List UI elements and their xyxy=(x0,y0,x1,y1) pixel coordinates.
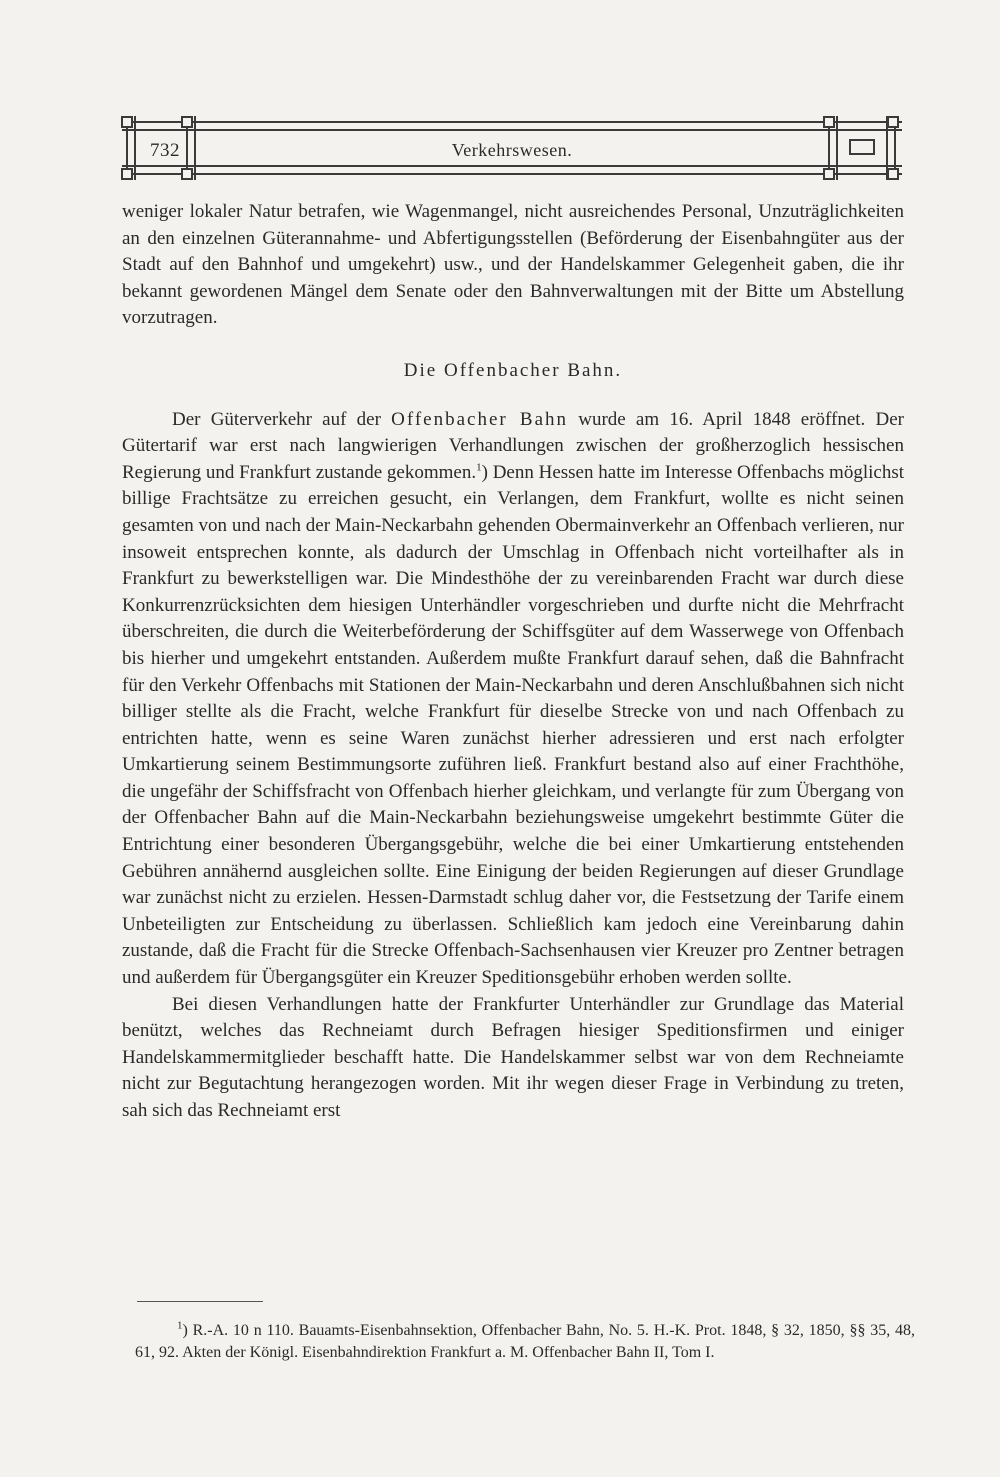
paragraph-1-mid: wurde am 16. April 1848 eröffnet. Der Gütertarif war erst nach langwierigen Verhandlungen zwischen der großherzoglich hessischen Regierung und Frankfurt zustande gekommen. xyxy=(122,408,904,483)
header-corner-ornament xyxy=(181,168,193,180)
header-divider xyxy=(194,116,196,180)
header-box-ornament xyxy=(849,139,875,155)
footnote xyxy=(135,1320,915,1364)
page-number: 732 xyxy=(150,140,180,161)
running-head: Verkehrswesen. xyxy=(451,140,573,160)
paragraph-2: Bei diesen Verhandlungen hatte der Frankfurter Unterhändler zur Grundlage das Material benützt, welches das Rechneiamt durch Befragen hiesiger Speditionsfirmen und einiger Handelskammermitglieder beschafft hatte. Die Handelskammer selbst war von dem Rechneiamte nicht zur Begutachtung herangezogen worden. Mit ihr wegen dieser Frage in Verbindung zu treten, sah sich das Rechneiamt erst xyxy=(122,993,904,1121)
header-corner-ornament xyxy=(181,116,193,128)
page-header xyxy=(122,116,902,180)
header-corner-ornament xyxy=(823,116,835,128)
header-rule xyxy=(122,165,902,167)
intro-paragraph: weniger lokaler Natur betrafen, wie Wagenmangel, nicht ausreichendes Personal, Unzuträglichkeiten an den einzelnen Güterannahme- und Abfertigungsstellen (Beförderung der Eisenbahngüter aus der Stadt auf den Bahnhof und umgekehrt) usw., und der Handelskammer Gelegenheit gaben, die ihr bekannt gewordenen Mängel dem Senate oder den Bahnverwaltungen mit der Bitte um Abstellung vorzutragen. xyxy=(122,201,904,329)
header-corner-ornament xyxy=(887,168,899,180)
footnote-text: ) R.-A. 10 n 110. Bauamts-Eisenbahnsektion, Offenbacher Bahn, No. 5. H.-K. Prot. 1848, § 32, 1850, §§ 35, 48, 61, 92. Akten der Königl. Eisenbahndirektion Frankfurt a. M. Offenbacher Bahn II, Tom I. xyxy=(135,1322,915,1361)
spaced-term: Offenbacher Bahn xyxy=(391,408,569,430)
footnote-reference: 1 xyxy=(476,461,482,474)
header-corner-ornament xyxy=(887,116,899,128)
paragraph-1-start: Der Güterverkehr auf der xyxy=(172,408,392,430)
header-rule xyxy=(122,129,902,131)
header-corner-ornament xyxy=(823,168,835,180)
header-corner-ornament xyxy=(121,116,133,128)
paragraph-1 xyxy=(122,407,904,992)
header-rule xyxy=(122,173,902,175)
footnote-separator xyxy=(137,1301,263,1302)
main-text xyxy=(122,199,904,1125)
section-title: Die Offenbacher Bahn. xyxy=(403,359,623,381)
header-corner-ornament xyxy=(121,168,133,180)
paragraph-1-end: ) Denn Hessen hatte im Interesse Offenbachs möglichst billige Frachtsätze zu erreichen gesucht, ein Verlangen, dem Frankfurt, wollte es nicht seinen gesamten von und nach der Main-Neckarbahn gehenden Obermainverkehr an Offenbach verlieren, nur insoweit entsprechen konnte, als dadurch der Umschlag in Offenbach nicht vorteilhafter als in Frankfurt zu bewerkstelligen war. Die Mindesthöhe der zu vereinbarenden Fracht war durch diese Konkurrenzrücksichten dem hiesigen Unterhändler vorgeschrieben und durfte nicht die Mehrfracht überschreiten, die durch die Weiterbeförderung der Schiffsgüter auf dem Wasserwege von Offenbach bis hierher und umgekehrt entstanden. Außerdem mußte Frankfurt darauf sehen, daß die Bahnfracht für den Verkehr Offenbachs mit Stationen der Main-Neckarbahn und deren Anschlußbahnen sich nicht billiger stellte als die Fracht, welche Frankfurt für dieselbe Strecke von und nach Offenbach zu entrichten hatte, wenn es seine Waren zunächst hierher adressieren und erst nach erfolgter Umkartierung seinem Bestimmungsorte zuführen ließ. Frankfurt bestand also auf einer Frachthöhe, die ungefähr der Schiffsfracht von Offenbach hierher gleichkam, und verlangte für zum Übergang von der Offenbacher Bahn auf die Main-Neckarbahn beziehungsweise umgekehrt bestimmte Güter die Entrichtung einer besonderen Übergangsgebühr, welche die bei einer Umkartierung entstehenden Gebühren annähernd ausgleichen sollte. Eine Einigung der beiden Regierungen auf dieser Grundlage war zunächst nicht zu erzielen. Hessen-Darmstadt schlug daher vor, die Festsetzung der Tarife einem Unbeteiligten zur Entscheidung zu überlassen. Schließlich kam jedoch eine Vereinbarung dahin zustande, daß die Fracht für die Strecke Offenbach-Sachsenhausen vier Kreuzer pro Zentner betragen und außerdem für Übergangsgüter ein Kreuzer Speditionsgebühr erhoben werden sollte. xyxy=(122,461,904,989)
header-divider xyxy=(836,116,838,180)
footnote-mark: 1 xyxy=(177,1319,183,1332)
header-rule xyxy=(122,121,902,123)
